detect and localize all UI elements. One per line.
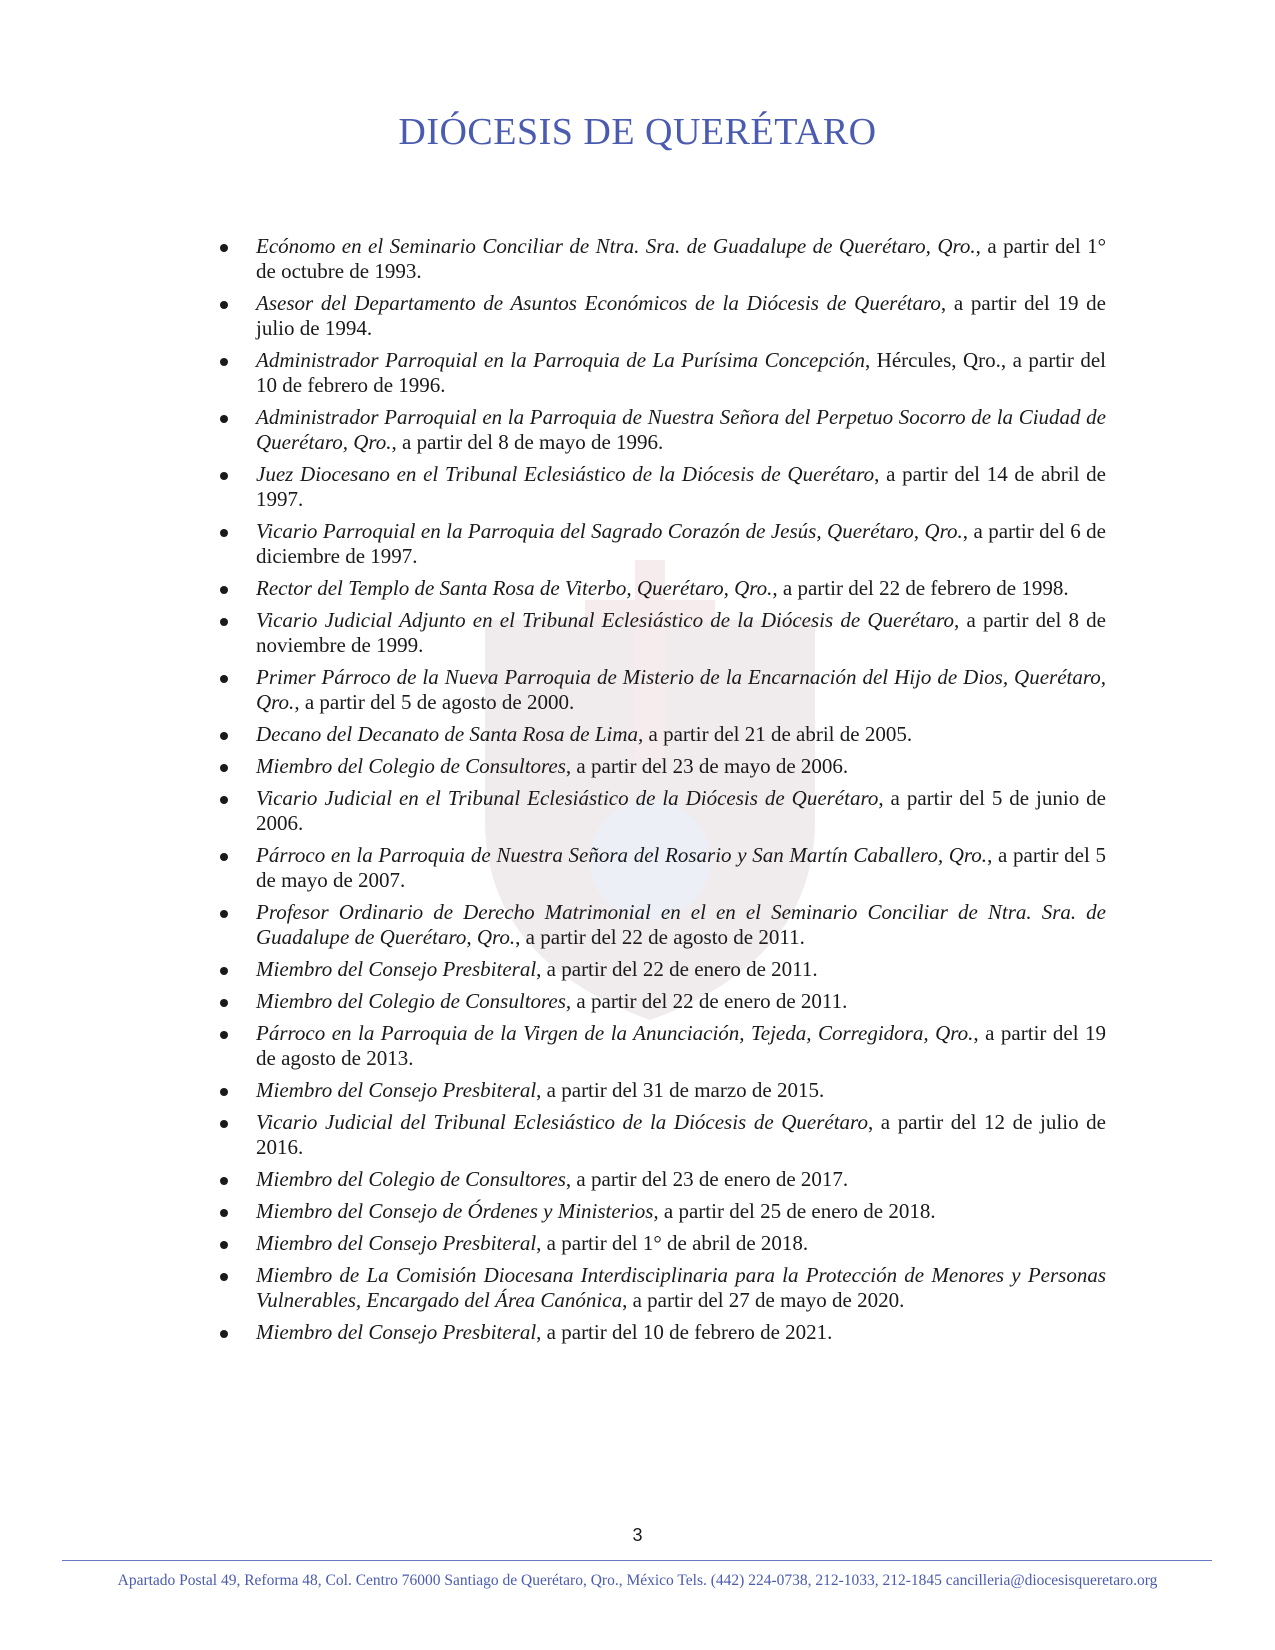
list-item: Rector del Templo de Santa Rosa de Viterbo, Querétaro, Qro., a partir del 22 de febrero de 1998. [214,576,1106,601]
list-item: Vicario Judicial Adjunto en el Tribunal Eclesiástico de la Diócesis de Querétaro, a partir del 8 de noviembre de 1999. [214,608,1106,658]
list-item: Miembro del Consejo Presbiteral, a partir del 31 de marzo de 2015. [214,1078,1106,1103]
footer-contact: Apartado Postal 49, Reforma 48, Col. Centro 76000 Santiago de Querétaro, Qro., México Tels. (442) 224-0738, 212-1033, 212-1845 cancilleria@diocesisqueretaro.org [117,1572,1158,1589]
list-item: Miembro del Consejo Presbiteral, a partir del 22 de enero de 2011. [214,957,1106,982]
bullet-icon [220,415,228,423]
list-item: Párroco en la Parroquia de la Virgen de la Anunciación, Tejeda, Corregidora, Qro., a partir del 19 de agosto de 2013. [214,1021,1106,1071]
bullet-icon [220,764,228,772]
list-item: Miembro del Colegio de Consultores, a partir del 22 de enero de 2011. [214,989,1106,1014]
bullet-icon [220,586,228,594]
list-item: Asesor del Departamento de Asuntos Económicos de la Diócesis de Querétaro, a partir del 19 de julio de 1994. [214,291,1106,341]
list-item: Administrador Parroquial en la Parroquia de Nuestra Señora del Perpetuo Socorro de la Ciudad de Querétaro, Qro., a partir del 8 de mayo de 1996. [214,405,1106,455]
bullet-icon [220,1209,228,1217]
list-item: Administrador Parroquial en la Parroquia de La Purísima Concepción, Hércules, Qro., a partir del 10 de febrero de 1996. [214,348,1106,398]
bullet-icon [220,472,228,480]
bullet-icon [220,1241,228,1249]
bullet-icon [220,358,228,366]
list-item: Miembro del Consejo de Órdenes y Ministerios, a partir del 25 de enero de 2018. [214,1199,1106,1224]
list-item: Profesor Ordinario de Derecho Matrimonial en el en el Seminario Conciliar de Ntra. Sra. de Guadalupe de Querétaro, Qro., a partir del 22 de agosto de 2011. [214,900,1106,950]
bullet-icon [220,853,228,861]
list-item: Párroco en la Parroquia de Nuestra Señora del Rosario y San Martín Caballero, Qro., a partir del 5 de mayo de 2007. [214,843,1106,893]
list-item: Ecónomo en el Seminario Conciliar de Ntra. Sra. de Guadalupe de Querétaro, Qro., a partir del 1° de octubre de 1993. [214,234,1106,284]
bullet-icon [220,1031,228,1039]
list-item: Vicario Judicial del Tribunal Eclesiástico de la Diócesis de Querétaro, a partir del 12 de julio de 2016. [214,1110,1106,1160]
bullet-icon [220,1088,228,1096]
page-number: 3 [632,1525,643,1545]
bullet-icon [220,301,228,309]
bullet-icon [220,244,228,252]
bullet-icon [220,967,228,975]
list-item: Primer Párroco de la Nueva Parroquia de Misterio de la Encarnación del Hijo de Dios, Querétaro, Qro., a partir del 5 de agosto de 2000. [214,665,1106,715]
bullet-icon [220,675,228,683]
bullet-icon [220,529,228,537]
list-item: Miembro del Colegio de Consultores, a partir del 23 de enero de 2017. [214,1167,1106,1192]
bullet-icon [220,999,228,1007]
appointments-list [214,234,1106,1352]
list-item: Decano del Decanato de Santa Rosa de Lima, a partir del 21 de abril de 2005. [214,722,1106,747]
bullet-icon [220,618,228,626]
list-item: Vicario Judicial en el Tribunal Eclesiástico de la Diócesis de Querétaro, a partir del 5 de junio de 2006. [214,786,1106,836]
list-item: Miembro del Consejo Presbiteral, a partir del 1° de abril de 2018. [214,1231,1106,1256]
bullet-icon [220,910,228,918]
page-title: DIÓCESIS DE QUERÉTARO [398,111,877,153]
footer-divider [62,1560,1212,1561]
list-item: Miembro del Consejo Presbiteral, a partir del 10 de febrero de 2021. [214,1320,1106,1345]
bullet-icon [220,796,228,804]
bullet-icon [220,1273,228,1281]
list-item: Miembro de La Comisión Diocesana Interdisciplinaria para la Protección de Menores y Personas Vulnerables, Encargado del Área Canónica, a partir del 27 de mayo de 2020. [214,1263,1106,1313]
bullet-icon [220,1120,228,1128]
bullet-icon [220,1177,228,1185]
bullet-icon [220,1330,228,1338]
list-item: Juez Diocesano en el Tribunal Eclesiástico de la Diócesis de Querétaro, a partir del 14 de abril de 1997. [214,462,1106,512]
list-item: Vicario Parroquial en la Parroquia del Sagrado Corazón de Jesús, Querétaro, Qro., a partir del 6 de diciembre de 1997. [214,519,1106,569]
list-item: Miembro del Colegio de Consultores, a partir del 23 de mayo de 2006. [214,754,1106,779]
bullet-icon [220,732,228,740]
